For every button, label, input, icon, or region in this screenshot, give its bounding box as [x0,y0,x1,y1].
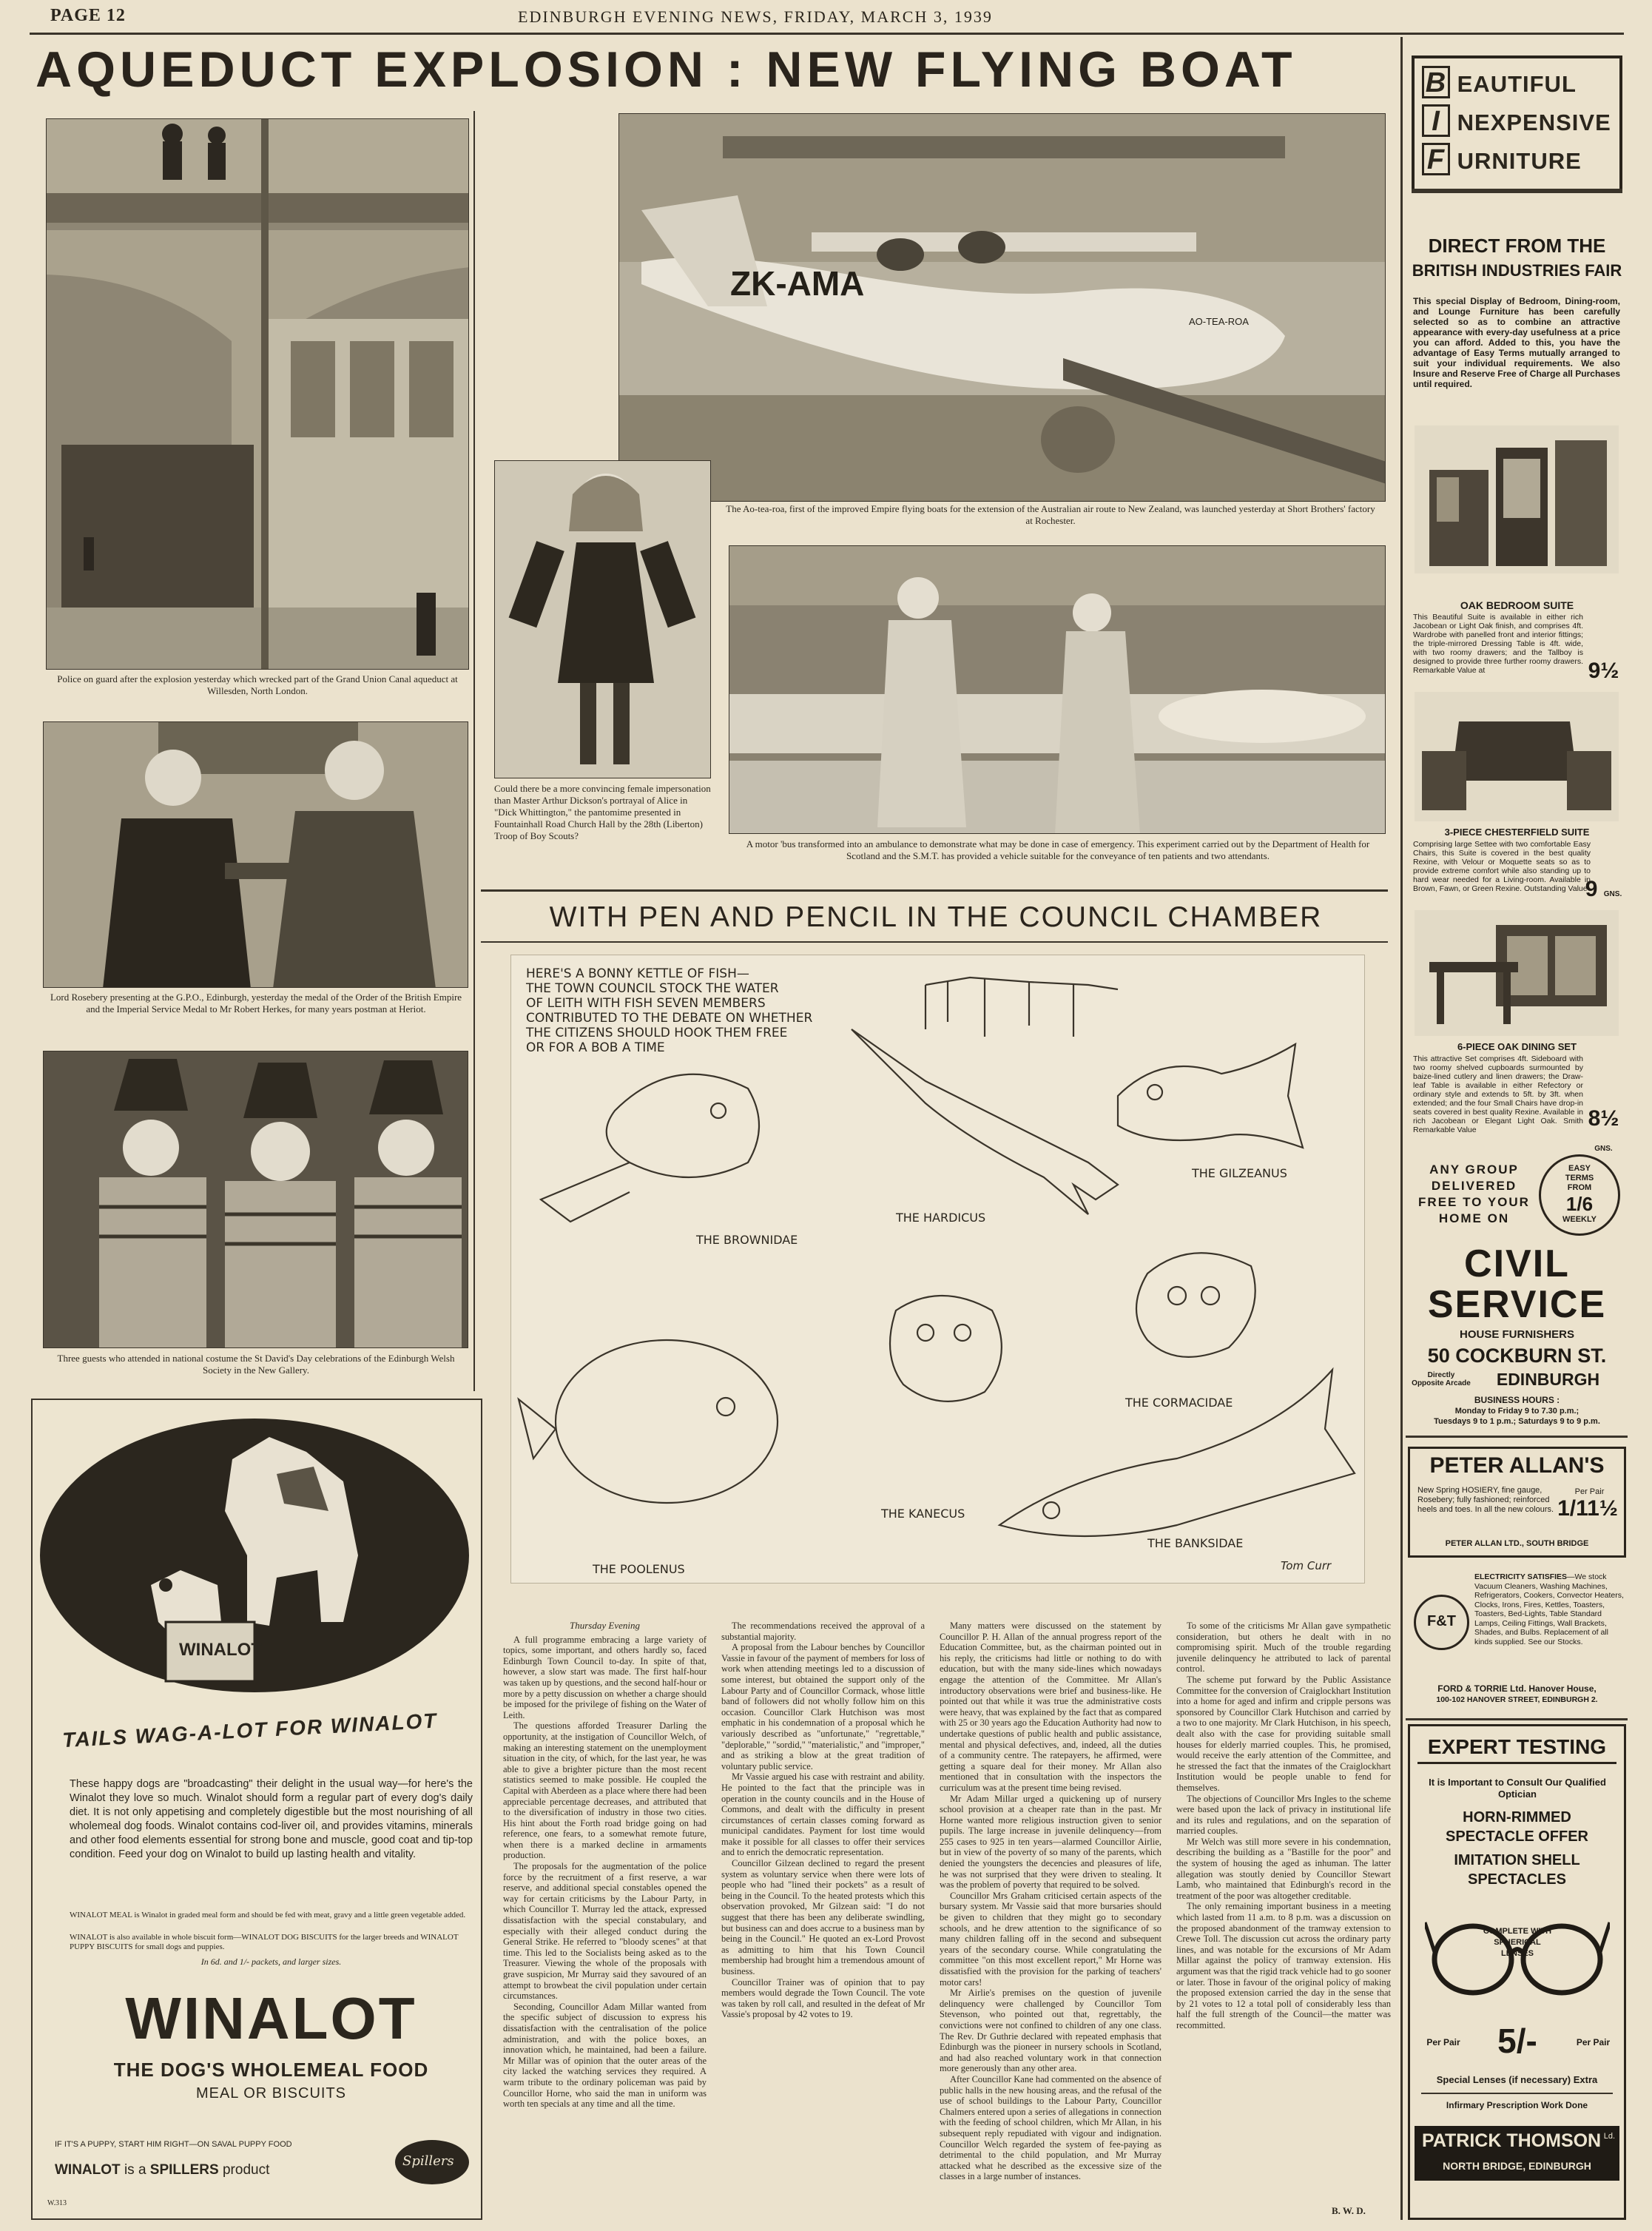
patrick-thomson: PATRICK THOMSON [1422,2130,1602,2151]
right-column-rule-1 [1406,1436,1628,1438]
rosebery-illustration [44,722,468,988]
winalot-box-label: WINALOT [179,1640,262,1660]
winalot-brand: WINALOT [125,1985,417,2051]
article-paragraph: After Councillor Kane had commented on the absence of public halls in the new housing areas, and the refusal of the use of school buildings to the Labour Party, Councillor Chalmers entered upon a series of allegations in connection with the feeding of school children, which Mr Allan, in his subsequent reply repudiated with vigour and indignation. Councillor Welch regarded the system of fee-paying as detrimental to the child population, and Mr Murray attacked what he described as the excessive size of the classes in a large number of instances. [940,2073,1162,2182]
optician-ad [1408,1724,1626,2220]
suite2-text: Comprising large Settee with two comfortable Easy Chairs, this Suite is covered in the best quality Rexine, with Velour or Moquette seats so as to provide extreme comfort while also standing up to hard wear needed for a Living-room. Available in Brown, Fawn, or Green Rexine. Outstanding Value [1413,840,1591,893]
page-number: PAGE 12 [50,6,126,25]
suite1-text: This Beautiful Suite is available in either rich Jacobean or Light Oak finish, and comprises 4ft. Wardrobe with panelled front and interior fittings; the triple-mirrored Dressing Table is 4ft. wide, with two roomy drawers; and the Tallboy is designed to provide three further roomy drawers. Remarkable Value at [1413,613,1583,675]
terms-line: FROM [1567,1183,1592,1192]
council-cartoon [510,955,1365,1584]
welsh-photo [43,1051,468,1348]
peter-allan-footer: PETER ALLAN LTD., SOUTH BRIDGE [1445,1539,1589,1548]
article-paragraph: To some of the criticisms Mr Allan gave sympathetic consideration, but others he dealt with in no compromising spirit. Much of the trouble regarding juvenile delinquency he attributed to lack of parental control. [1176,1621,1391,1675]
ft-monogram [1414,1595,1469,1650]
article-paragraph: The scheme put forward by the Public Assistance Committee for the conversion of Craiglockhart Institution into a home for aged and infirm and cripple persons was sponsored by Councillor Clark Hutchison and carried by a two to one majority. Mr Clark Hutchison, in his speech, dealt also with the case for providing suitable small houses for elderly married couples. This, he promised, would receive the early attention of the Committee, and he stressed the fact that the inmates of the Craiglockhart Institution would be people unable to fend for themselves. [1176,1674,1391,1793]
headline: AQUEDUCT EXPLOSION : NEW FLYING BOAT [36,41,1297,98]
artist-signature: Tom Curr [1281,1559,1332,1572]
hours-1: Monday to Friday 9 to 7.30 p.m.; [1454,1407,1579,1416]
aqueduct-caption: Police on guard after the explosion yesterday which wrecked part of the Grand Union Canal aqueduct at Willesden, North London. [57,673,458,696]
fish-label: THE HARDICUS [896,1211,986,1225]
optician-line-1: It is Important to Consult Our Qualified Optician [1429,1777,1606,1800]
peter-allan-ad [1408,1447,1626,1558]
winalot-tagline-2: MEAL OR BISCUITS [195,2085,347,2102]
rosebery-caption: Lord Rosebery presenting at the G.P.O., Edinburgh, yesterday the medal of the Order of the British Empire and the Imperial Service Medal to Mr Robert Herkes, for many years postman at Heriot. [50,992,462,1014]
f-rest: URNITURE [1457,148,1582,174]
b-rest: EAUTIFUL [1457,71,1577,97]
optician-price: 5/- [1497,2022,1537,2060]
complete-with [1473,1926,1562,1959]
article-paragraph: A proposal from the Labour benches by Councillor Vassie in favour of the payment of members for loss of work when attending meetings led to a discussion of some interest, but obtained the support only of the Labour Party and of Councillor Cormack, whose little band of followers did not wholly follow him on this occasion. Councillor Clark Hutchison was most emphatic in his condemnation of a proposal which he variously described as "unfortunate," "regrettable," "deplorable," "sordid," "materialistic," and "improper," and as striking a blow at the great tradition of voluntary public service. [721,1642,925,1771]
infirmary-work: Infirmary Prescription Work Done [1446,2100,1588,2110]
delivery-block [1413,1162,1535,1227]
offer-3: IMITATION SHELL [1454,1852,1580,1868]
masthead-rule [30,33,1624,35]
article-paragraph: Councillor Mrs Graham criticised certain aspects of the bursary system. Mr Vassie said that more bursaries should be given to children that they might go to secondary schools, and he drew attention to the significance of so many children falling off in the second and subsequent years of the secondary course. While congratulating the committee "on this most excellent report," Mr Horne was dissatisfied with the provision for the parking of teachers' motor cars! [940,1890,1162,1988]
welsh-caption: Three guests who attended in national costume the St David's Day celebrations of the Edinburgh Welsh Society in the New Gallery. [57,1353,455,1376]
article-paragraph: Councillor Trainer was of opinion that to pay members would degrade the Town Council. The vote was taken by roll call, and resulted in the defeat of Mr Vassie's proposal by 42 votes to 19. [721,1976,925,2020]
council-article-col4 [1176,1621,1391,2198]
winalot-small-print-1: WINALOT MEAL is Winalot in graded meal form and should be fed with meat, gravy and a little green vegetable added. [70,1911,466,1919]
alice-caption: Could there be a more convincing female impersonation than Master Arthur Dickson's portrayal of Alice in "Dick Whittington," the pantomime presented in Fountainhall Road Church Hall by the 28th (Liberton) Troop of Boy Scouts? [494,783,711,841]
winalot-body: These happy dogs are "broadcasting" their delight in the usual way—for here's the Winalot they love so much. Winalot should form a regular part of every dog's daily diet. It is not only appetising and completely digestible but the most nourishing of all wholemeal dog foods. Winalot contains cod-liver oil, and provides vitamins, minerals and other food elements essential for strong bone and muscle, good coat and tip-top condition. Feed your dog on Winalot to build up lasting health and vitality. [70,1778,473,1860]
bif-rule [1412,189,1622,193]
winalot-code: W.313 [47,2199,67,2207]
article-paragraph: The recommendations received the approval of a substantial majority. [721,1621,925,1642]
electricity-ad [1408,1572,1626,1717]
patrick-thomson-banner [1415,2126,1619,2181]
suite3-price-value: 8½ [1588,1106,1619,1131]
per-pair-right: Per Pair [1576,2037,1611,2047]
delivery-line: HOME ON [1438,1211,1510,1225]
per-pair-left: Per Pair [1426,2037,1460,2047]
british-industries: BRITISH INDUSTRIES FAIR [1412,261,1622,280]
bedroom-suite-illustration [1415,425,1619,573]
dateline: Thursday Evening [570,1621,640,1631]
rosebery-photo [43,721,468,988]
winalot-small-print-2: WINALOT is also available in whole biscuit form—WINALOT DOG BISCUITS for the larger breeds and WINALOT PUPPY BISCUITS for small dogs and puppies. [70,1933,459,1951]
easy-terms-badge [1539,1154,1620,1236]
terms-line: TERMS [1565,1174,1594,1182]
council-title: WITH PEN AND PENCIL IN THE COUNCIL CHAMBER [549,901,1323,933]
right-column-rule-2 [1406,1718,1628,1720]
article-paragraph: Mr Vassie argued his case with restraint and ability. He pointed to the fact that the principle was in operation in the county councils and in the House of Commons, and dealt with the difficulty in present circumstances of certain classes coming forward as municipal candidates. Payment for lost time would make it possible for all classes to offer their services and to enrich the democratic representation. [721,1771,925,1858]
winalot-footer [55,2162,402,2178]
optician-rule [1421,2093,1613,2094]
sketch-note-line: CONTRIBUTED TO THE DEBATE ON WHETHER [526,1011,813,1026]
hours-title: BUSINESS HOURS : [1474,1395,1560,1405]
sketch-note-line: THE TOWN COUNCIL STOCK THE WATER [526,981,779,996]
suite2-price-value: 9 [1585,877,1598,901]
suite1-title: OAK BEDROOM SUITE [1460,599,1574,611]
spillers-logo [395,2140,469,2184]
store-city: EDINBURGH [1496,1370,1600,1389]
suite1-price-value: 9½ [1588,659,1619,683]
masthead [0,0,1652,36]
ft-monogram-text: F&T [1427,1613,1456,1629]
sketch-note-line: THE CITIZENS SHOULD HOOK THEM FREE [526,1026,788,1040]
winalot-tagline-1: THE DOG'S WHOLEMEAL FOOD [113,2059,429,2081]
fish-label: THE CORMACIDAE [1125,1396,1233,1410]
offer-1: HORN-RIMMED [1463,1809,1571,1825]
complete-line: SPHERICAL [1494,1938,1541,1947]
b-letter: B [1422,66,1450,98]
spillers-logo-text: Spillers [402,2153,454,2169]
dogs-illustration [33,1400,481,1711]
electricity-body: —We stock Vacuum Cleaners, Washing Machines, Refrigerators, Cookers, Convector Heaters, Clocks, Irons, Fires, Kettles, Toasters, Toasters, Bed-Lights, Table Standard Lamps, Ceiling Fittings, Wall Brackets, Shades, and Bulbs. Replacement of all kinds supplied. See our Stocks. [1474,1572,1624,1646]
delivery-line: ANY GROUP [1429,1162,1519,1177]
complete-line: COMPLETE WITH [1483,1927,1552,1936]
fish-label: THE KANECUS [881,1507,965,1521]
opposite-arcade: Directly Opposite Arcade [1412,1371,1471,1387]
winalot-puppy-note: IF IT'S A PUPPY, START HIM RIGHT—ON SAVAL PUPPY FOOD [55,2140,292,2149]
fish-label: THE BANKSIDAE [1147,1536,1244,1550]
council-rule-top [481,889,1388,892]
i-rest: NEXPENSIVE [1457,110,1611,135]
council-article-col1 [503,1621,707,2216]
furniture-ad [1406,41,1628,1432]
delivery-line: DELIVERED [1431,1179,1517,1193]
welsh-illustration [44,1051,468,1348]
complete-line: LENSES [1500,1949,1534,1958]
winalot-footer-mid: is a [124,2162,146,2178]
paper-date: EDINBURGH EVENING NEWS, FRIDAY, MARCH 3, 1939 [518,7,993,26]
council-article-col2 [721,1621,925,2216]
registration-text: ZK-AMA [730,264,865,303]
article-paragraph: The questions afforded Treasurer Darling the opportunity, at the instigation of Councillor Welch, of making an interesting statement on the unemployment situation in the city, of which, for the last year, he was able to give a brighter picture than the most recent statistics seemed to make possible. He coupled the Capital with Aberdeen as a place where there had been appreciable percentage decreases, and attributed that to the diversification of industry in those two cities. His hint about the Forth road bridge going on had reference, one fears, to a somewhat remote future, when there is a marked decline in armaments production. [503,1720,707,1861]
fish-label: THE BROWNIDAE [696,1233,798,1247]
furniture-intro: This special Display of Bedroom, Dining-room, and Lounge Furniture has been carefully selected so as to combine an attractive appearance with every-day usefulness at a price you can afford. Added to this, you have the advantage of Easy Terms mutually arranged to suit your individual requirements. We also Insure and Reserve Free of Charge all Purchases until required. [1413,296,1620,389]
offer-2: SPECTACLE OFFER [1446,1828,1588,1845]
electricity-text [1474,1572,1626,1646]
delivery-line: FREE TO YOUR [1418,1195,1530,1209]
store-address: 50 COCKBURN ST. [1427,1345,1607,1367]
fish-sketch [511,955,1366,1584]
article-paragraph: Mr Airlie's premises on the question of juvenile delinquency were challenged by Councillor Tom Stevenson, who pointed out that, regrettably, the convictions were not confined to children of any one class. The Rev. Dr Guthrie declared with repeated emphasis that Edinburgh was the pioneer in nursery schools in Scotland, and had also reached voluntary work in that connection more generously than any other area. [940,1988,1162,2074]
article-paragraph: The only remaining important business in a meeting which lasted from 11 a.m. to 8 p.m. was a discussion on the proposed abandonment of the tramway extension to Crewe Toll. The discussion cut across the ordinary party lines, and was notable for the excursions of Mr Adam Millar against the policy of tramway extension. His argument was that the rigid track vehicle had to go sooner or later. Those in favour of the original policy of making the proposed extension carried the day in the sense that by 21 votes to 12 a total poll of considerably less than half the full strength of the Council—the matter was recommitted. [1176,1901,1391,2030]
patrick-thomson-suffix: Ld. [1603,2132,1615,2141]
winalot-ad [31,1399,482,2220]
f-letter: F [1422,143,1450,175]
winalot-footer-right: product [222,2162,270,2178]
article-paragraph: Mr Adam Millar urged a quickening up of nursery school provision at a cheaper rate than in the past. Mr Horne wanted more religious instruction given to senior pupils. The large increase in juvenile delinquency—from 255 cases to 925 in ten years—alarmed Councillor Airlie, but in view of the poverty of so many of the parents, which denied the youngsters the decencies and pleasures of life, he was not surprised that they were driven to stealing. It was the problem of poverty that required to be solved. [940,1793,1162,1891]
flying-boat-photo [618,113,1386,502]
left-column-divider [473,111,475,1391]
suite3-price [1583,1106,1624,1157]
right-column-divider [1400,37,1403,2220]
peter-allan-price: 1/11½ [1557,1496,1618,1521]
fish-label: THE POOLENUS [593,1562,685,1576]
suite2-price [1583,877,1624,902]
sketch-note-line: OR FOR A BOB A TIME [526,1040,665,1055]
suite3-price-unit: GNS. [1594,1145,1613,1153]
peter-allan-title: PETER ALLAN'S [1429,1453,1605,1478]
nose-name-text: AO-TEA-ROA [1189,316,1249,327]
winalot-footer-left: WINALOT [55,2162,121,2178]
electricity-heading: ELECTRICITY SATISFIES [1474,1572,1568,1581]
article-paragraph: A full programme embracing a large variety of topics, some important, and others hardly so, faced Edinburgh Town Council to-day. In spite of that, however, a slow start was made. The first half-hour was taken up by questions, and the second half-hour or more by a petty discussion on whether a charge should be imposed for the privilege of fishing on the Water of Leith. [503,1634,707,1720]
house-furnishers: HOUSE FURNISHERS [1459,1328,1575,1341]
electricity-footer-2: 100-102 HANOVER STREET, EDINBURGH 2. [1436,1695,1598,1704]
article-paragraph: The proposals for the augmentation of the police force by the recruitment of a first reserve, a war reserve, and additional special constables opened the way for certain criticisms by the Labour Party, in which Councillor T. Murray led the attack, expressed dissatisfaction with the special constabulary, and especially with their alleged conduct during the General Strike. He referred to "bloody scenes" at that time. This led to the Socialists being asked as to the Treasurer. Viewing the whole of the proposals with grave suspicion, Mr Murray said they savoured of an attempt to browbeat the civil population under certain circumstances. [503,1861,707,2002]
flying-boat-illustration [619,114,1386,502]
ambulance-illustration [729,546,1386,834]
council-rule-bottom [481,941,1388,943]
flying-boat-caption: The Ao-tea-roa, first of the improved Empire flying boats for the extension of the Australian air route to New Zealand, was launched yesterday at Short Brothers' factory at Rochester. [726,503,1375,526]
article-paragraph: Many matters were discussed on the statement by Councillor P. H. Allan of the annual progress report of the Education Committee, but, as the chairman pointed out in his reply, the criticisms had little or nothing to do with education, but with the many side-lines which nowadays engage the attention of the Committee. Mr Allan's introductory observations were brief and business-like. He pointed out that while it was true the administrative costs were heavy, that was explained by the fact that as compared with 25 or 30 years ago the Education Authority had now to undertake questions of public health and public assistance, mental and physical defectives, and, indeed, all the duties of a community centre. The ratepayers, he affirmed, were getting a square deal for their money. Mr Allan also mentioned that in consultation with the inspectors the curriculum was at the present time being revised. [940,1621,1162,1793]
terms-line: EASY [1568,1164,1591,1173]
direct-from: DIRECT FROM THE [1428,235,1606,257]
alice-photo [494,460,711,778]
civil-service-2: SERVICE [1427,1283,1607,1326]
suite2-title: 3-PIECE CHESTERFIELD SUITE [1444,827,1590,838]
council-article-col3 [940,1621,1162,2216]
suite2-price-unit: GNS. [1603,890,1622,898]
article-paragraph: The objections of Councillor Mrs Ingles to the scheme were based upon the lack of privacy in institutional life and its rules and regulations, and on the separation of married couples. [1176,1793,1391,1837]
peter-allan-per-pair: Per Pair [1574,1487,1605,1496]
winalot-footer-brand: SPILLERS [149,2162,219,2178]
hours-2: Tuesdays 9 to 1 p.m.; Saturdays 9 to 9 p.m. [1434,1417,1600,1426]
ambulance-caption: A motor 'bus transformed into an ambulance to demonstrate what may be done in case of emergency. This experiment carried out by the Department of Health for Scotland and the S.M.T. has provided a vehicle suitable for the conveyance of ten patients and two attendants. [746,838,1370,861]
aqueduct-illustration [47,119,469,670]
article-paragraph: Councillor Gilzean declined to regard the present system as voluntary service when there were lots of people who had "lined their pockets" as a result of being in the Council. To the heated protests which this observation provoked, Mr Gilzean said: "I do not suggest that there has been any deliberate swindling, but business can and does accrue to a business man by being in the Council." He quoted an ex-Lord Provost as admitting to him that his Town Council membership had brought him a tremendous amount of business. [721,1858,925,1976]
electricity-footer-1: FORD & TORRIE Ltd. Hanover House, [1437,1683,1597,1694]
i-letter: I [1422,104,1450,137]
patrick-thomson-address: NORTH BRIDGE, EDINBURGH [1443,2160,1591,2172]
winalot-sizes: In 6d. and 1/- packets, and larger sizes. [200,1956,342,1967]
sketch-note [525,966,812,1055]
special-lenses: Special Lenses (if necessary) Extra [1436,2074,1598,2085]
alice-illustration [495,461,711,778]
expert-testing: EXPERT TESTING [1417,1735,1616,1764]
suite3-text: This attractive Set comprises 4ft. Sideboard with two roomy shelved cupboards surmounted by baize-lined cutlery and linen drawers; the Draw-leaf Table is available in either Refectory or ordinary style and extends to 5ft. by 3ft. when extended; and the four Small Chairs have drop-in seats covered in best quality Rexine. Available in rich Jacobean or Elegant Light Oak. Smith Remarkable Value [1413,1054,1583,1134]
terms-line: WEEKLY [1562,1215,1597,1224]
sketch-note-line: HERE'S A BONNY KETTLE OF FISH— [526,966,749,981]
ambulance-photo [729,545,1386,834]
sketch-note-line: OF LEITH WITH FISH SEVEN MEMBERS [526,996,766,1011]
civil-service-1: CIVIL [1464,1242,1570,1285]
byline: B. W. D. [1332,2205,1366,2216]
suite3-title: 6-PIECE OAK DINING SET [1457,1041,1577,1052]
dining-set-illustration [1415,910,1619,1036]
peter-allan-text: New Spring HOSIERY, fine gauge, Rosebery; fully fashioned; reinforced heels and toes. In all the new colours. [1417,1486,1554,1514]
bif-banner [1412,55,1622,189]
winalot-headline: TAILS WAG-A-LOT FOR WINALOT [61,1709,439,1752]
terms-price: 1/6 [1565,1193,1594,1215]
offer-4: SPECTACLES [1468,1871,1566,1888]
fish-label: THE GILZEANUS [1192,1166,1287,1180]
article-paragraph: Mr Welch was still more severe in his condemnation, describing the building as a "Bastille for the poor" and the system of housing the aged as inhuman. The latter allegation was stoutly denied by Councillor Stewart Lamb, who maintained that Edinburgh's record in the treatment of the poor was altogether creditable. [1176,1836,1391,1901]
chesterfield-illustration [1415,692,1619,821]
article-paragraph: Seconding, Councillor Adam Millar wanted from the specific subject of discussion to express his dissatisfaction with the centralisation of the police administration, and with the police boxes, an innovation which, he maintained, had been a failure. Mr Millar was of opinion that the outer areas of the city lacked the watching services they required. A warm tribute to the ordinary policeman was paid by Councillor Horne, who said the man in uniform was worth ten specials at any time and all the time. [503,2001,707,2110]
aqueduct-photo [46,118,469,670]
